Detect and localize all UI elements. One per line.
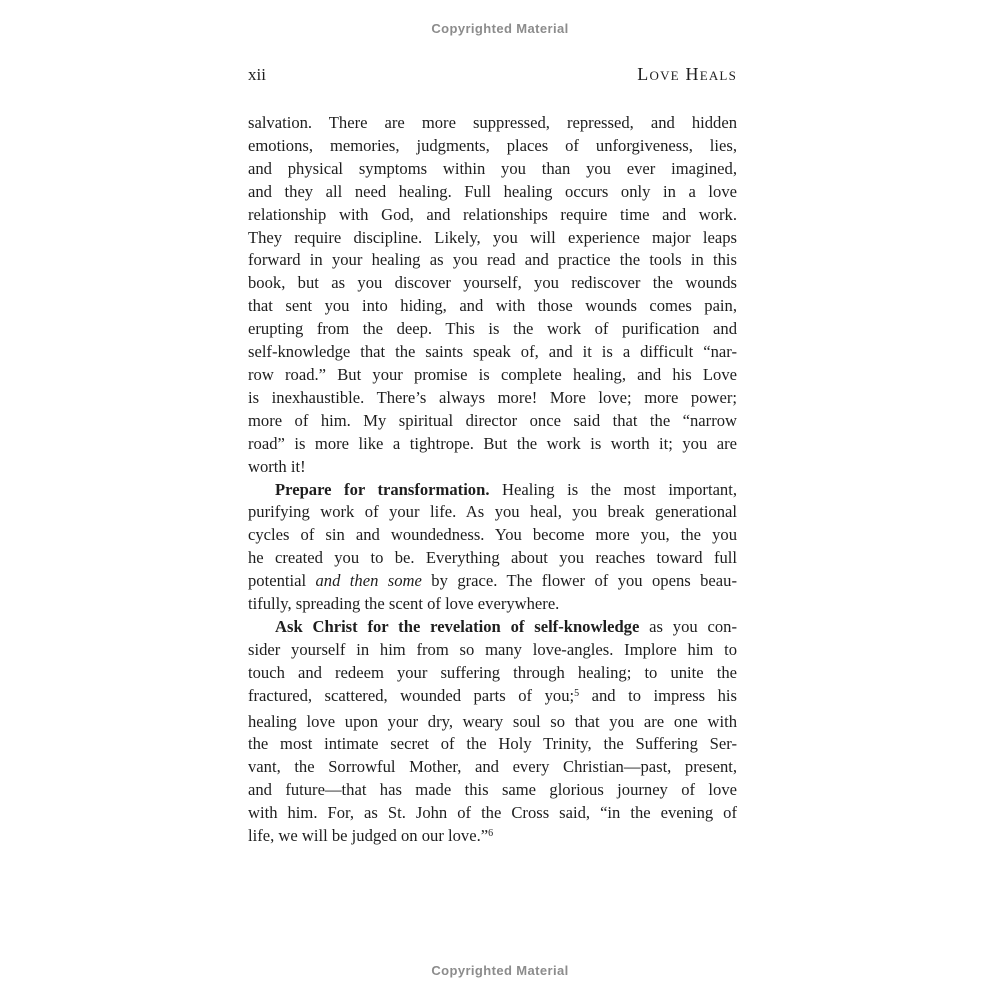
text-segment: more of him. My spiritual director once said that the “narrow	[248, 410, 737, 430]
text-line	[248, 479, 737, 502]
text-segment: tifully, spreading the scent of love everywhere.	[248, 594, 560, 614]
text-line	[248, 204, 737, 227]
text-segment: and to impress his	[579, 685, 737, 705]
text-segment: and they all need healing. Full healing occurs only in a love	[248, 181, 737, 201]
text-segment: and physical symptoms within you than you ever imagined,	[248, 158, 737, 178]
text-segment: vant, the Sorrowful Mother, and every Christian—past, present,	[248, 757, 737, 777]
text-segment: potential	[248, 571, 316, 591]
text-segment: Ask Christ for the revelation of self-knowledge	[275, 616, 640, 636]
page-header	[248, 64, 737, 85]
text-line	[248, 135, 737, 158]
text-segment: and future—that has made this same glorious journey of love	[248, 780, 737, 800]
text-segment: emotions, memories, judgments, places of unforgiveness, lies,	[248, 135, 737, 155]
text-segment: book, but as you discover yourself, you rediscover the wounds	[248, 273, 737, 293]
text-line	[248, 364, 737, 387]
paragraph	[248, 479, 737, 616]
text-line	[248, 456, 737, 479]
text-segment: and then some	[315, 571, 422, 591]
text-line	[248, 295, 737, 318]
text-segment: relationship with God, and relationships require time and work.	[248, 204, 737, 224]
body-text	[248, 112, 737, 851]
text-segment: with him. For, as St. John of the Cross said, “in the evening of	[248, 803, 737, 823]
text-line	[248, 341, 737, 364]
text-line	[248, 733, 737, 756]
text-line	[248, 181, 737, 204]
text-line	[248, 547, 737, 570]
text-segment: cycles of sin and woundedness. You become more you, the you	[248, 525, 737, 545]
text-line	[248, 685, 737, 711]
text-segment: by grace. The flower of you opens beau-	[421, 571, 737, 591]
text-line	[248, 639, 737, 662]
text-segment: forward in your healing as you read and practice the tools in this	[248, 250, 737, 270]
text-line	[248, 318, 737, 341]
copyright-banner-top: Copyrighted Material	[431, 21, 569, 36]
text-segment: the most intimate secret of the Holy Trinity, the Suffering Ser-	[248, 734, 737, 754]
text-segment: sider yourself in him from so many love-angles. Implore him to	[248, 639, 737, 659]
text-segment: healing love upon your dry, weary soul so that you are one with	[248, 711, 737, 731]
text-line	[248, 249, 737, 272]
text-line	[248, 779, 737, 802]
text-segment: purifying work of your life. As you heal, you break generational	[248, 502, 737, 522]
text-segment: erupting from the deep. This is the work of purification and	[248, 319, 737, 339]
text-segment: Healing is the most important,	[489, 479, 737, 499]
text-segment: row road.” But your promise is complete healing, and his Love	[248, 364, 737, 384]
text-segment: that sent you into hiding, and with those wounds comes pain,	[248, 296, 737, 316]
text-line	[248, 433, 737, 456]
text-segment: fractured, scattered, wounded parts of you;	[248, 685, 575, 705]
copyright-banner-bottom: Copyrighted Material	[431, 963, 569, 978]
text-segment: Prepare for transformation.	[275, 479, 490, 499]
page-number: xii	[248, 65, 266, 84]
text-line	[248, 112, 737, 135]
text-line	[248, 410, 737, 433]
text-line	[248, 825, 737, 851]
footnote-marker: 6	[488, 828, 494, 840]
text-segment: touch and redeem your suffering through healing; to unite the	[248, 662, 737, 682]
text-segment: salvation. There are more suppressed, repressed, and hidden	[248, 113, 737, 132]
text-segment: road” is more like a tightrope. But the work is worth it; you are	[248, 433, 737, 453]
footnote-marker: 5	[574, 687, 580, 699]
text-line	[248, 756, 737, 779]
text-segment: self-knowledge that the saints speak of, and it is a difficult “nar-	[248, 342, 737, 362]
text-line	[248, 570, 737, 593]
running-title: Love Heals	[637, 64, 737, 84]
text-line	[248, 272, 737, 295]
text-line	[248, 387, 737, 410]
text-line	[248, 662, 737, 685]
text-segment: is inexhaustible. There’s always more! More love; more power;	[248, 387, 737, 407]
text-segment: life, we will be judged on our love.”	[248, 826, 489, 846]
text-line	[248, 802, 737, 825]
text-line	[248, 501, 737, 524]
text-line	[248, 616, 737, 639]
text-line	[248, 593, 737, 616]
text-segment: They require discipline. Likely, you will experience major leaps	[248, 227, 737, 247]
paragraph	[248, 112, 737, 479]
text-line	[248, 711, 737, 734]
text-segment: he created you to be. Everything about you reaches toward full	[248, 548, 737, 568]
paragraph	[248, 616, 737, 851]
text-segment: as you con-	[639, 616, 737, 636]
text-line	[248, 158, 737, 181]
text-line	[248, 227, 737, 250]
text-line	[248, 524, 737, 547]
text-segment: worth it!	[248, 456, 306, 476]
